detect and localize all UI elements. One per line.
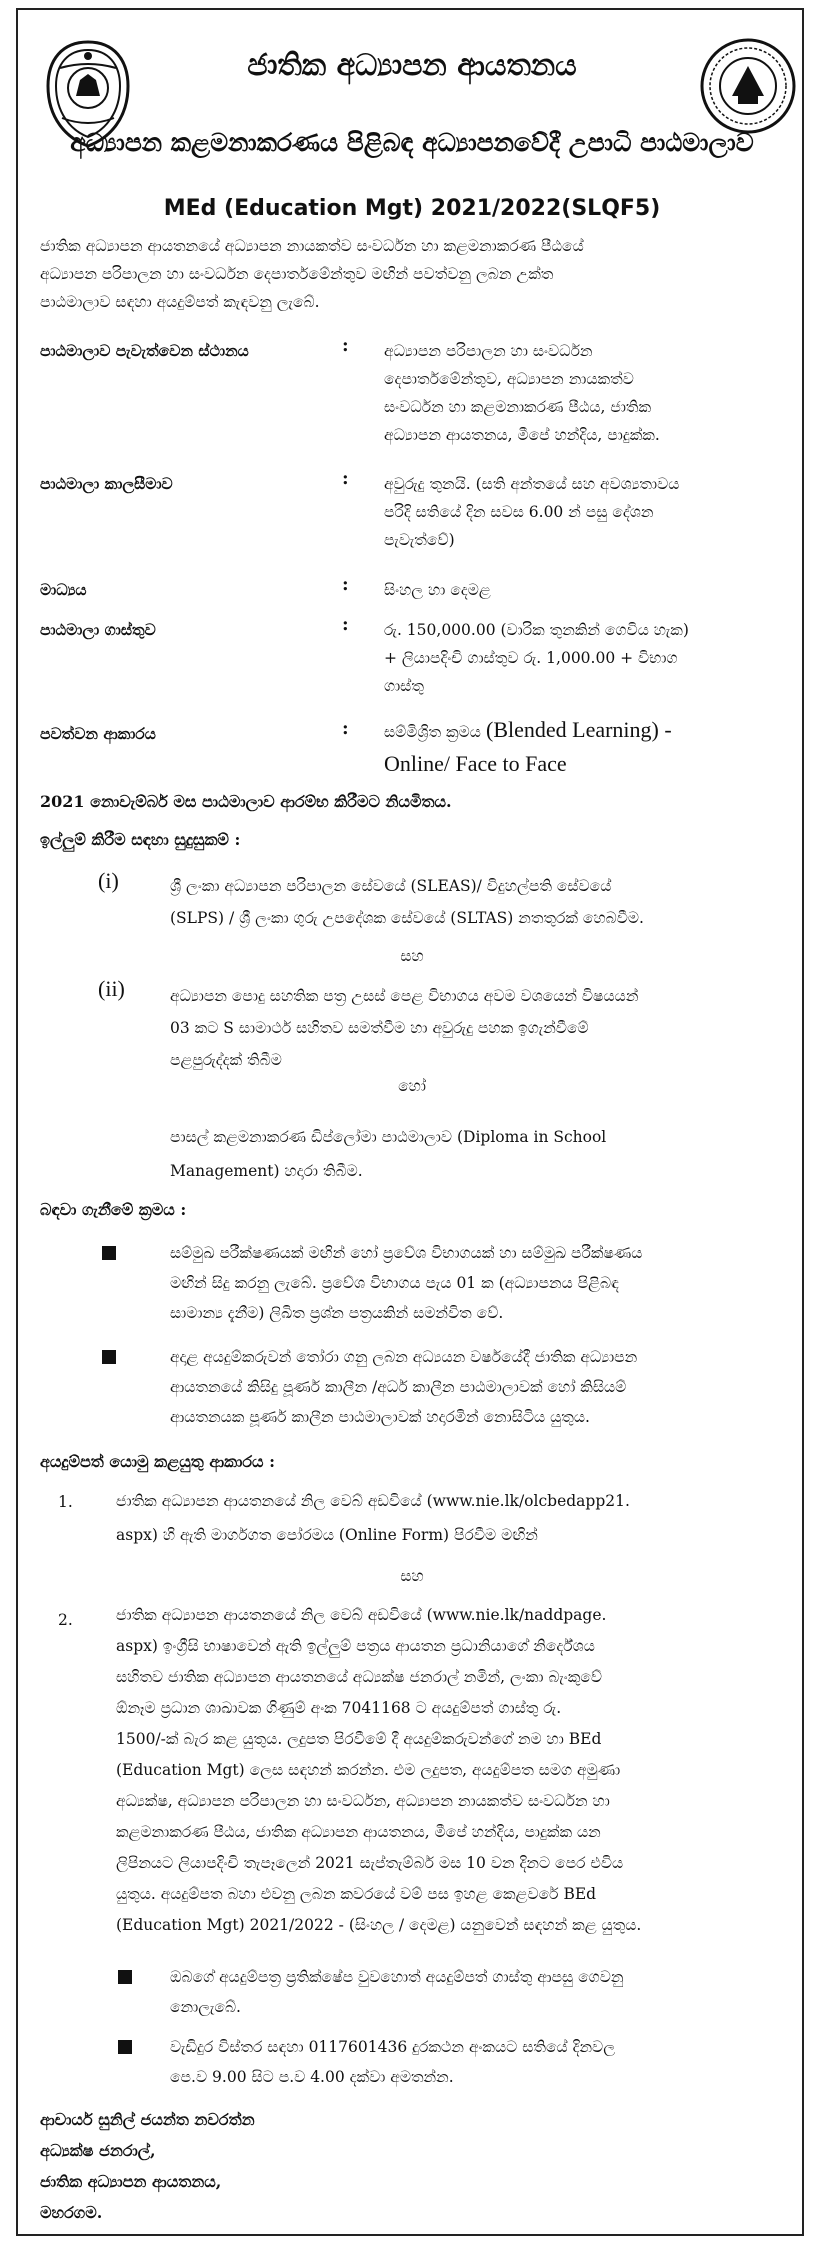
diploma-requirement bbox=[170, 1120, 802, 1188]
detail-line: සිංහල හා දෙමළ bbox=[384, 581, 491, 599]
eligibility-item-2 bbox=[170, 980, 802, 1076]
application-line: ඕනෑම ප්‍රධාන ශාඛාවක ගිණුම් අංක 7041168 ට අයදුම්පත් ගාස්තු රු. bbox=[116, 1699, 562, 1717]
recruitment-line: අදාළ අයදුම්කරුවන් තෝරා ගනු ලබන අධ්‍යයන වර්ෂයේදී ජාතික අධ්‍යාපන bbox=[170, 1348, 638, 1366]
detail-label-fee: පාඨමාලා ගාස්තුව bbox=[40, 620, 156, 639]
detail-value-venue bbox=[384, 337, 788, 449]
detail-label-duration: පාඨමාලා කාලසීමාව bbox=[40, 474, 173, 493]
bullet-square-icon bbox=[102, 1350, 116, 1364]
eligibility-line: ශ්‍රී ලංකා අධ්‍යාපන පරිපාලන සේවයේ (SLEAS)/ විදුහල්පති සේවයේ bbox=[170, 877, 612, 895]
intro-line: ජාතික අධ්‍යාපන ආයතනයේ අධ්‍යාපන නායකත්ව සංවර්ධන හා කළමනාකරණ පීඨයේ bbox=[40, 237, 584, 255]
detail-colon: : bbox=[342, 718, 349, 739]
application-line: aspx) හි ඇති මාර්ගගත පෝරමය (Online Form) පිරවීම මඟින් bbox=[116, 1526, 538, 1544]
application-line: 1500/-ක් බැර කළ යුතුය. ලදුපත පිරවීමේ දී අයදුම්කරුවන්ගේ නම හා BEd bbox=[116, 1730, 602, 1748]
detail-line: පැවැත්වේ) bbox=[384, 531, 455, 549]
detail-line: අවුරුදු තුනයි. (සති අන්තයේ සහ අවශ්‍යතාවය bbox=[384, 475, 680, 493]
application-line: සහිතව ජාතික අධ්‍යාපන ආයතනයේ අධ්‍යක්ෂ ජනරාල් නමින්, ලංකා බැංකුවේ bbox=[116, 1668, 602, 1686]
detail-label-venue: පාඨමාලාව පැවැත්වෙන ස්ථානය bbox=[40, 341, 249, 360]
advertisement-page bbox=[16, 8, 804, 2236]
signatory-location: මහරගම. bbox=[40, 2203, 103, 2222]
application-line: අධ්‍යක්ෂ, අධ්‍යාපන පරිපාලන හා සංවර්ධන, අධ්‍යාපන නායකත්ව සංවර්ධන හා bbox=[116, 1792, 610, 1810]
and-connector: සහ bbox=[400, 947, 424, 965]
detail-line: පරිදි සතියේ දින සවස 6.00 න් පසු දේශන bbox=[384, 503, 654, 521]
recruitment-line: මඟින් සිදු කරනු ලැබේ. ප්‍රවේශ විභාගය පැය 01 ක (අධ්‍යාපනය පිළිබඳ bbox=[170, 1274, 619, 1292]
detail-value-duration bbox=[384, 470, 788, 554]
recruitment-item-1 bbox=[170, 1238, 802, 1328]
application-line: aspx) ඉංග්‍රීසි භාෂාවෙන් ඇති ඉල්ලුම් පත්‍රය ආයතන ප්‍රධානියාගේ නිර්දේශය bbox=[116, 1637, 595, 1655]
signatory-title: අධ්‍යක්ෂ ජනරාල්, bbox=[40, 2141, 156, 2160]
application-note-1 bbox=[170, 1962, 802, 2022]
application-line: ජාතික අධ්‍යාපන ආයතනයේ නිල වෙබ් අඩවියේ (www.nie.lk/naddpage. bbox=[116, 1606, 607, 1624]
intro-line: පාඨමාලාව සඳහා අයදුම්පත් කැඳවනු ලැබේ. bbox=[40, 293, 320, 311]
application-item-2 bbox=[116, 1600, 804, 1941]
recruitment-heading: බඳවා ගැනීමේ ක්‍රමය : bbox=[40, 1200, 187, 1219]
application-heading: අයදුම්පත් යොමු කළයුතු ආකාරය : bbox=[40, 1452, 276, 1471]
note-line: වැඩිදුර විස්තර සඳහා 0117601436 දුරකථන අංකයට සතියේ දිනවල bbox=[170, 2038, 616, 2056]
eligibility-line: පළපුරුද්දක් තිබීම bbox=[170, 1051, 282, 1069]
or-connector: හෝ bbox=[398, 1077, 426, 1095]
detail-colon: : bbox=[342, 468, 349, 489]
recruitment-line: ආයතනයක පූර්ණ කාලීන පාඨමාලාවක් හදාරමින් නොසිටිය යුතුය. bbox=[170, 1408, 590, 1426]
application-line: (Education Mgt) 2021/2022 - (සිංහල / දෙමළ) යනුවෙන් සඳහන් කළ යුතුය. bbox=[116, 1916, 642, 1934]
eligibility-item-1 bbox=[170, 870, 802, 934]
detail-colon: : bbox=[342, 574, 349, 595]
detail-label-mode: පවත්වන ආකාරය bbox=[40, 724, 156, 743]
detail-value-medium bbox=[384, 576, 788, 604]
intro-line: අධ්‍යාපන පරිපාලන හා සංවර්ධන දෙපාර්තමේන්තුව මඟින් පවත්වනු ලබන උක්ත bbox=[40, 265, 554, 283]
eligibility-line: 03 කට S සාමාර්ථ සහිතව සමත්වීම හා අවුරුදු පහක ඉගැන්වීමේ bbox=[170, 1019, 589, 1037]
eligibility-marker: (ii) bbox=[98, 976, 125, 1001]
application-line: යුතුය. අයදුම්පත බහා එවනු ලබන කවරයේ වම් පස ඉහළ කෙළවරේ BEd bbox=[116, 1885, 597, 1903]
mode-latin: Online/ Face to Face bbox=[384, 751, 567, 776]
note-line: පෙ.ව 9.00 සිට ප.ව 4.00 දක්වා අමතන්න. bbox=[170, 2068, 454, 2086]
eligibility-heading: ඉල්ලුම් කිරීම සඳහා සුදුසුකම් : bbox=[40, 830, 241, 849]
recruitment-line: සම්මුඛ පරීක්ෂණයක් මඟින් හෝ ප්‍රවේශ විභාගයක් හා සම්මුඛ පරීක්ෂණය bbox=[170, 1244, 643, 1262]
application-line: කළමනාකරණ පීඨය, ජාතික අධ්‍යාපන ආයතනය, මීපේ හන්දිය, පාදුක්ක යන bbox=[116, 1823, 601, 1841]
bullet-square-icon bbox=[102, 1246, 116, 1260]
detail-line: + ලියාපදිංචි ගාස්තුව රු. 1,000.00 + විභාග bbox=[384, 649, 678, 667]
bullet-square-icon bbox=[118, 1970, 132, 1984]
detail-line: අධ්‍යාපන ආයතනය, මීපේ හන්දිය, පාදුක්ක. bbox=[384, 426, 660, 444]
diploma-line: පාසල් කළමනාකරණ ඩිප්ලෝමා පාඨමාලාව (Diploma in School bbox=[170, 1128, 607, 1146]
eligibility-line: අධ්‍යාපන පොදු සහතික පත්‍ර උසස් පෙළ විභාගය අවම වශයෙන් විෂයයන් bbox=[170, 987, 639, 1005]
application-note-2 bbox=[170, 2032, 802, 2092]
application-line: ලිපිනයට ලියාපදිංචි තැපෑලෙන් 2021 සැප්තැම්බර් මස 10 වන දිනට පෙර එවිය bbox=[116, 1854, 624, 1872]
and-connector: සහ bbox=[400, 1567, 424, 1585]
signatory-name: ආචාර්ය සුනිල් ජයන්ත නවරත්න bbox=[40, 2110, 255, 2129]
note-line: නොලැබේ. bbox=[170, 1998, 241, 2016]
detail-line: දෙපාර්තමේන්තුව, අධ්‍යාපන නායකත්ව bbox=[384, 370, 634, 388]
detail-label-medium: මාධ්‍යය bbox=[40, 580, 87, 599]
application-item-1 bbox=[116, 1484, 804, 1552]
recruitment-line: සාමාන්‍ය දැනීම) ලිඛිත ප්‍රශ්න පත්‍රයකින් සමන්විත වේ. bbox=[170, 1304, 504, 1322]
intro-paragraph bbox=[40, 232, 788, 316]
mode-prefix: සම්මිශ්‍රිත ක්‍රමය bbox=[384, 723, 481, 741]
detail-line: රු. 150,000.00 (වාරික තුනකින් ගෙවිය හැක) bbox=[384, 621, 689, 639]
start-note: 2021 නොවැම්බර් මස පාඨමාලාව ආරම්භ කිරීමට නියමිතය. bbox=[40, 792, 452, 811]
detail-line: අධ්‍යාපන පරිපාලන හා සංවර්ධන bbox=[384, 342, 593, 360]
detail-colon: : bbox=[342, 335, 349, 356]
application-line: (Education Mgt) ලෙස සඳහන් කරන්න. එම ලදුපත, අයදුම්පත සමග අමුණා bbox=[116, 1761, 621, 1779]
detail-value-mode bbox=[384, 714, 794, 780]
application-marker: 2. bbox=[58, 1611, 73, 1629]
bullet-square-icon bbox=[118, 2040, 132, 2054]
detail-value-fee bbox=[384, 616, 788, 700]
mode-latin: (Blended Learning) - bbox=[486, 717, 672, 742]
recruitment-item-2 bbox=[170, 1342, 802, 1432]
programme-title: අධ්‍යාපන කළමනාකරණය පිළිබඳ අධ්‍යාපනවේදී උපාධි පාඨමාලාව bbox=[70, 128, 754, 157]
diploma-line: Management) හදාරා තිබීම. bbox=[170, 1162, 363, 1180]
recruitment-line: ආයතනයේ කිසිදු පූර්ණ කාලීන /අර්ධ කාලීන පාඨමාලාවක් හෝ කිසියම් bbox=[170, 1378, 627, 1396]
eligibility-line: (SLPS) / ශ්‍රී ලංකා ගුරු උපදේශක සේවයේ (SLTAS) නතතුරක් හෙබවීම. bbox=[170, 909, 644, 927]
course-code: MEd (Education Mgt) 2021/2022(SLQF5) bbox=[163, 196, 661, 221]
application-marker: 1. bbox=[58, 1493, 73, 1511]
detail-colon: : bbox=[342, 614, 349, 635]
detail-line: සංවර්ධන හා කළමනාකරණ පීඨය, ජාතික bbox=[384, 398, 652, 416]
note-line: ඔබගේ අයදුම්පත්‍ර ප්‍රතික්ෂේප වුවහොත් අයදුම්පත් ගාස්තු ආපසු ගෙවනු bbox=[170, 1968, 624, 1986]
signature-block bbox=[40, 2104, 540, 2228]
application-line: ජාතික අධ්‍යාපන ආයතනයේ නිල වෙබ් අඩවියේ (www.nie.lk/olcbedapp21. bbox=[116, 1492, 630, 1510]
detail-line: ගාස්තු bbox=[384, 677, 424, 695]
institute-title: ජාතික අධ්‍යාපන ආයතනය bbox=[247, 48, 577, 83]
eligibility-marker: (i) bbox=[98, 868, 119, 893]
signatory-institute: ජාතික අධ්‍යාපන ආයතනය, bbox=[40, 2172, 222, 2191]
